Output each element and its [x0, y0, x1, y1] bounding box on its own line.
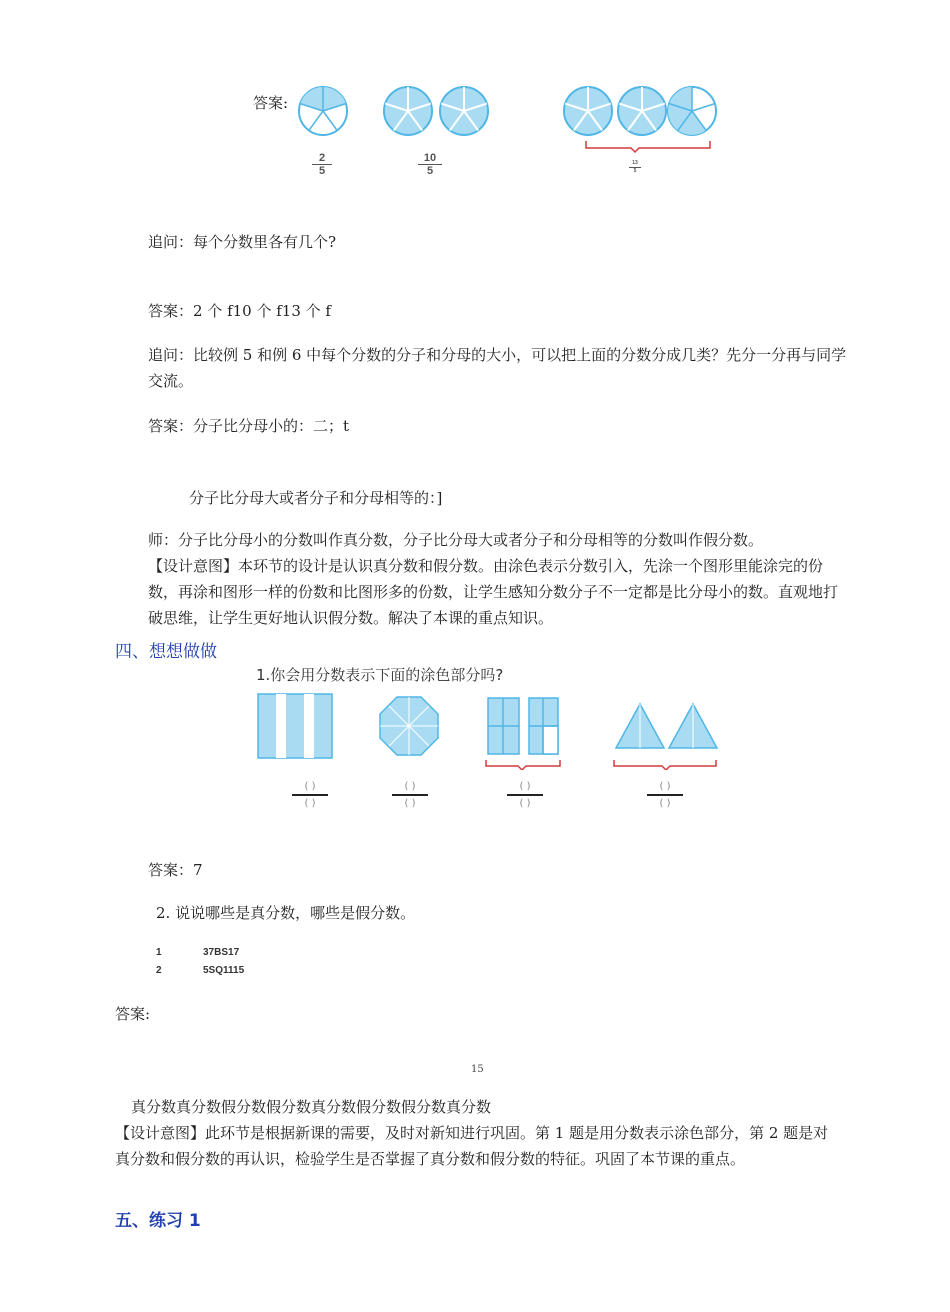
pie-two-fifths — [299, 87, 347, 135]
blank-fraction-2[interactable]: ( ) ( ) — [392, 780, 428, 810]
exercise-2-title: 2. 说说哪些是真分数，哪些是假分数。 — [156, 904, 416, 922]
two-triangles — [614, 704, 717, 770]
fraction-10-5: $\frac{10}{5}$ — [418, 152, 442, 177]
teacher-definition: 师：分子比分母小的分数叫作真分数，分子比分母大或者分子和分母相等的分数叫作假分数。 — [148, 531, 764, 549]
two-squares — [486, 698, 560, 770]
brace-bracket — [586, 141, 710, 152]
exercise-2-answer-label: 答案: — [115, 1005, 151, 1023]
fraction-2-5: $\frac{2}{5}$ — [312, 152, 332, 177]
fraction-13-5: $\frac{13}{5}$ — [629, 160, 641, 175]
section-4-heading: 四、想想做做 — [115, 642, 217, 662]
answer-count: 答案：2 个 f10 个 f13 个 f — [148, 302, 331, 320]
question-compare: 追问：比较例 5 和例 6 中每个分数的分子和分母的大小，可以把上面的分数分成几类？先分一分再与同学交流。 — [148, 346, 847, 390]
ex2-row-1-value: 37BS17 — [203, 947, 240, 958]
octagon-shape — [380, 697, 438, 755]
section-5-heading: 五、练习 1 — [115, 1211, 201, 1231]
ex2-row-2-index: 2 — [156, 965, 162, 976]
ex2-row-1-index: 1 — [156, 947, 162, 958]
striped-rectangle — [258, 694, 332, 758]
answer-compare: 答案：分子比分母小的：二；t — [148, 417, 350, 435]
design-intent-1: 【设计意图】本环节的设计是认识真分数和假分数。由涂色表示分数引入，先涂一个图形里能涂完的份数，再涂和图形一样的份数和比图形多的份数，让学生感知分数分子不一定都是比分母小的数。直观地打破思维，让学生更好地认识假分数。解决了本课的重点知识。 — [148, 557, 839, 627]
pie-figures — [290, 78, 730, 158]
exercise-2-answer: 真分数真分数假分数假分数真分数假分数假分数真分数 — [131, 1098, 492, 1116]
answer-compare-2: 分子比分母大或者分子和分母相等的：] — [189, 489, 443, 507]
blank-fraction-3[interactable]: ( ) ( ) — [507, 780, 543, 810]
exercise-1-title: 1.你会用分数表示下面的涂色部分吗? — [256, 666, 504, 684]
pie-three-fifths — [668, 87, 716, 135]
ex2-row-2-value: 5SQ1115 — [203, 965, 245, 976]
blank-fraction-4[interactable]: ( ) ( ) — [647, 780, 683, 810]
design-intent-2: 【设计意图】此环节是根据新课的需要，及时对新知进行巩固。第 1 题是用分数表示涂色部分，第 2 题是对真分数和假分数的再认识，检验学生是否掌握了真分数和假分数的特征。巩固了本节课的重点。 — [115, 1124, 829, 1168]
question-count: 追问：每个分数里各有几个? — [148, 233, 337, 251]
shape-figures — [250, 690, 730, 770]
page-number: 15 — [471, 1064, 484, 1075]
exercise-1-answer: 答案：7 — [148, 861, 203, 879]
blank-fraction-1[interactable]: ( ) ( ) — [292, 780, 328, 810]
figure-answer-label: 答案: — [253, 94, 289, 112]
